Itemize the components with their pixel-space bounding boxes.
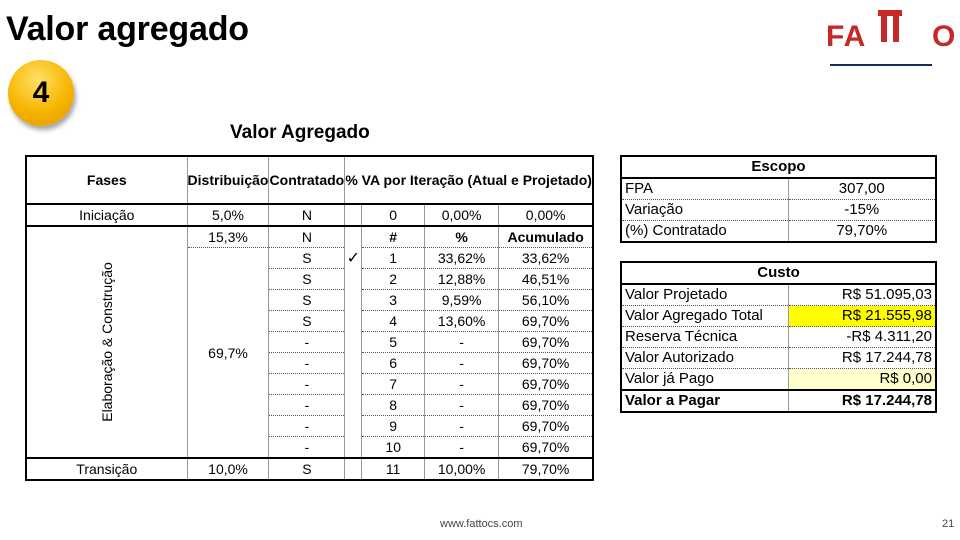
cell-contratado: - xyxy=(269,437,345,459)
cell-pct: - xyxy=(424,374,498,395)
cell-check xyxy=(345,204,362,226)
escopo-label: Variação xyxy=(622,200,788,221)
custo-label: Reserva Técnica xyxy=(622,327,788,348)
cell-acum: 69,70% xyxy=(499,353,593,374)
cell-pct: - xyxy=(424,353,498,374)
footer-url: www.fattocs.com xyxy=(440,518,523,530)
custo-title: Custo xyxy=(622,263,935,284)
check-icon: ✓ xyxy=(345,226,362,458)
elaboracao-label: Elaboração & Construção xyxy=(98,262,115,422)
cell-acum: 33,62% xyxy=(499,248,593,269)
table-row-iniciacao xyxy=(26,204,593,226)
cell-pct: - xyxy=(424,395,498,416)
table-row xyxy=(622,284,935,306)
fatto-logo xyxy=(826,6,960,62)
cell-contratado: - xyxy=(269,332,345,353)
cell-num: 9 xyxy=(362,416,424,437)
cell-num-header: # xyxy=(362,226,424,248)
custo-label: Valor Agregado Total xyxy=(622,306,788,327)
cell-contratado: S xyxy=(269,458,345,480)
logo-text-o: O xyxy=(932,20,957,53)
cell-num: 6 xyxy=(362,353,424,374)
cell-num: 5 xyxy=(362,332,424,353)
cell-num: 1 xyxy=(362,248,424,269)
cell-contratado: - xyxy=(269,416,345,437)
cell-contratado: S xyxy=(269,269,345,290)
cell-num: 10 xyxy=(362,437,424,459)
cell-contratado: - xyxy=(269,374,345,395)
cell-fase-elaboracao xyxy=(26,226,187,458)
header-fases: Fases xyxy=(26,156,187,204)
cell-acum: 69,70% xyxy=(499,311,593,332)
cell-dist: 10,0% xyxy=(187,458,269,480)
table-row-transicao xyxy=(26,458,593,480)
cell-contratado: N xyxy=(269,204,345,226)
custo-table xyxy=(620,261,937,413)
cell-pct: 13,60% xyxy=(424,311,498,332)
custo-value-highlighted: R$ 21.555,98 xyxy=(788,306,935,327)
custo-value: -R$ 4.311,20 xyxy=(788,327,935,348)
cell-contratado: S xyxy=(269,290,345,311)
escopo-label: FPA xyxy=(622,178,788,200)
table-row-elab-header xyxy=(26,226,593,248)
step-badge: 4 xyxy=(8,60,74,126)
cell-dist: 5,0% xyxy=(187,204,269,226)
cell-acum-header: Acumulado xyxy=(499,226,593,248)
cell-acum: 46,51% xyxy=(499,269,593,290)
custo-value: R$ 51.095,03 xyxy=(788,284,935,306)
cell-dist-elaboracao: 69,7% xyxy=(187,248,269,459)
table-row xyxy=(622,369,935,391)
cell-pct: 33,62% xyxy=(424,248,498,269)
logo-text-fa: FA xyxy=(826,20,867,53)
cell-fase: Transição xyxy=(26,458,187,480)
cell-pct: - xyxy=(424,332,498,353)
table-row xyxy=(622,390,935,411)
header-distribuicao: Distribuição xyxy=(187,156,269,204)
cell-num: 0 xyxy=(362,204,424,226)
escopo-value: -15% xyxy=(788,200,935,221)
escopo-title: Escopo xyxy=(622,157,935,178)
cell-contratado: - xyxy=(269,395,345,416)
table-row xyxy=(622,348,935,369)
custo-label: Valor Autorizado xyxy=(622,348,788,369)
cell-pct: 0,00% xyxy=(424,204,498,226)
cell-pct: 9,59% xyxy=(424,290,498,311)
cell-contratado: S xyxy=(269,311,345,332)
cell-contratado: S xyxy=(269,248,345,269)
escopo-table xyxy=(620,155,937,243)
cell-num: 11 xyxy=(362,458,424,480)
cell-acum: 69,70% xyxy=(499,332,593,353)
escopo-label: (%) Contratado xyxy=(622,221,788,242)
table-header-row xyxy=(26,156,593,204)
escopo-value: 307,00 xyxy=(788,178,935,200)
cell-fase: Iniciação xyxy=(26,204,187,226)
cell-acum: 56,10% xyxy=(499,290,593,311)
table-row xyxy=(622,178,935,200)
cell-num: 3 xyxy=(362,290,424,311)
cell-num: 2 xyxy=(362,269,424,290)
cell-contratado: N xyxy=(269,226,345,248)
custo-label: Valor já Pago xyxy=(622,369,788,391)
cell-acum: 69,70% xyxy=(499,416,593,437)
cell-contratado: - xyxy=(269,353,345,374)
cell-pct: - xyxy=(424,437,498,459)
table-title: Valor Agregado xyxy=(230,122,370,143)
cell-acum: 69,70% xyxy=(499,374,593,395)
custo-label-total: Valor a Pagar xyxy=(622,390,788,411)
cell-dist: 15,3% xyxy=(187,226,269,248)
header-contratado: Contratado xyxy=(269,156,345,204)
escopo-value: 79,70% xyxy=(836,222,888,239)
table-row xyxy=(622,221,935,242)
custo-value: R$ 17.244,78 xyxy=(788,348,935,369)
custo-label: Valor Projetado xyxy=(622,284,788,306)
valor-agregado-table xyxy=(25,155,594,481)
slide-title: Valor agregado xyxy=(6,10,249,48)
table-row xyxy=(622,306,935,327)
logo-underline xyxy=(830,64,932,66)
cell-pct: - xyxy=(424,416,498,437)
cell-num: 8 xyxy=(362,395,424,416)
header-va-iteracao: % VA por Iteração (Atual e Projetado) xyxy=(345,156,593,204)
cell-pct: 10,00% xyxy=(424,458,498,480)
cell-acum: 79,70% xyxy=(521,461,570,477)
table-row xyxy=(622,327,935,348)
cell-acum: 69,70% xyxy=(499,437,593,459)
custo-value-highlighted: R$ 0,00 xyxy=(788,369,935,391)
cell-num: 4 xyxy=(362,311,424,332)
custo-value-total: R$ 17.244,78 xyxy=(841,392,932,409)
page-number: 21 xyxy=(942,518,955,530)
cell-check xyxy=(345,458,362,480)
cell-pct-header: % xyxy=(424,226,498,248)
cell-acum: 69,70% xyxy=(499,395,593,416)
cell-acum: 0,00% xyxy=(499,204,593,226)
table-row xyxy=(622,200,935,221)
cell-num: 7 xyxy=(362,374,424,395)
cell-pct: 12,88% xyxy=(424,269,498,290)
